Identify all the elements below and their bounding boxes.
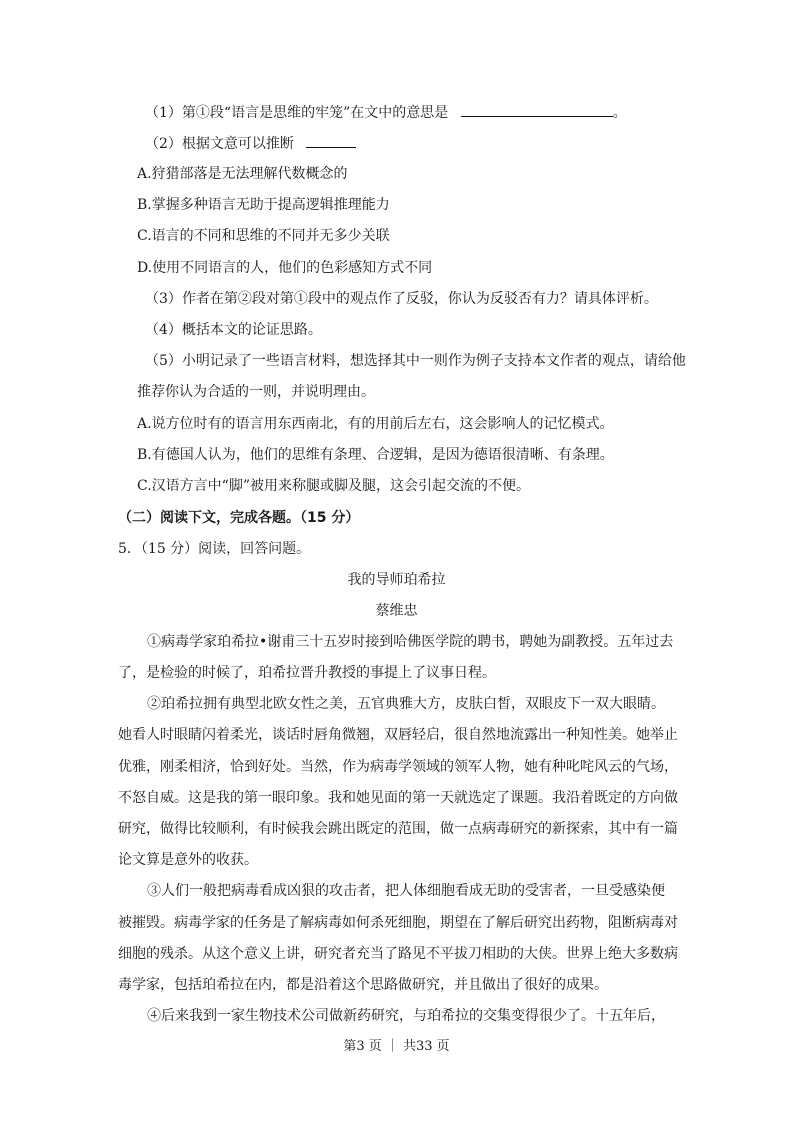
option: C.语言的不同和思维的不同并无多少关联 [137,228,390,244]
question-1-text: （1）第①段“语言是思维的牢笼”在文中的意思是 [145,105,449,121]
answer-blank [306,133,356,148]
question-3: （3）作者在第②段对第①段中的观点作了反驳，你认为反驳否有力？请具体评析。 [145,291,658,307]
passage-line: ①病毒学家珀希拉•谢甫三十五岁时接到哈佛医学院的聘书，聘她为副教授。五年过去 [147,634,674,650]
question-1 [145,102,627,123]
question-5-line2: 推荐你认为合适的一则，并说明理由。 [137,384,375,400]
passage-line: 不怒自威。这是我的第一眼印象。我和她见面的第一天就选定了课题。我沿着既定的方向做 [118,790,678,806]
question-2 [145,133,356,154]
option: D.使用不同语言的人，他们的色彩感知方式不同 [137,260,433,276]
passage-line: ③人们一般把病毒看成凶狠的攻击者，把人体细胞看成无助的受害者，一旦受感染便 [147,883,665,899]
answer-blank [461,102,613,117]
option: C.汉语方言中“脚”被用来称腿或脚及腿，这会引起交流的不便。 [137,478,530,494]
page-footer: 第3 页 ｜ 共33 页 [343,1039,450,1054]
option: B.有德国人认为，他们的思维有条理、合逻辑，是因为德语很清晰、有条理。 [137,447,614,463]
passage-line: 优雅，刚柔相济，恰到好处。当然，作为病毒学领域的领军人物，她有种叱咤风云的气场， [118,759,678,775]
passage-line: ④后来我到一家生物技术公司做新药研究，与珀希拉的交集变得很少了。十五年后， [147,1008,665,1024]
option: B.掌握多种语言无助于提高逻辑推理能力 [137,197,390,213]
passage-author: 蔡维忠 [375,603,418,619]
passage-line: ②珀希拉拥有典型北欧女性之美，五官典雅大方，皮肤白皙，双眼皮下一双大眼睛。 [147,696,665,712]
question-2-text: （2）根据文意可以推断 [145,136,294,152]
passage-line: 细胞的残杀。从这个意义上讲，研究者充当了路见不平拔刀相助的大侠。世界上绝大多数病 [118,946,678,962]
passage-line: 她看人时眼睛闪着柔光，谈话时唇角微翘，双唇轻启，很自然地流露出一种知性美。她举止 [118,727,678,743]
passage-line: 毒学家，包括珀希拉在内，都是沿着这个思路做研究，并且做出了很好的成果。 [118,977,608,993]
passage-line: 论文算是意外的收获。 [118,852,258,868]
passage-title: 我的导师珀希拉 [347,572,446,588]
question-5-line1: （5）小明记录了一些语言材料，想选择其中一则作为例子支持本文作者的观点，请给他 [145,353,686,369]
passage-line: 被摧毁。病毒学家的任务是了解病毒如何杀死细胞，期望在了解后研究出药物，阻断病毒对 [118,915,678,931]
option: A.说方位时有的语言用东西南北，有的用前后左右，这会影响人的记忆模式。 [137,416,614,432]
question-1-end: 。 [612,105,627,121]
question-4: （4）概括本文的论证思路。 [145,322,322,338]
option: A.狩猎部落是无法理解代数概念的 [137,166,348,182]
passage-line: 了，是检验的时候了，珀希拉晋升教授的事提上了议事日程。 [118,665,496,681]
passage-line: 研究，做得比较顺利，有时候我会跳出既定的范围，做一点病毒研究的新探索，其中有一篇 [118,821,678,837]
section-heading: （二）阅读下文，完成各题。（15 分） [118,510,360,526]
question-5-header: 5．（15 分）阅读，回答问题。 [118,541,311,557]
